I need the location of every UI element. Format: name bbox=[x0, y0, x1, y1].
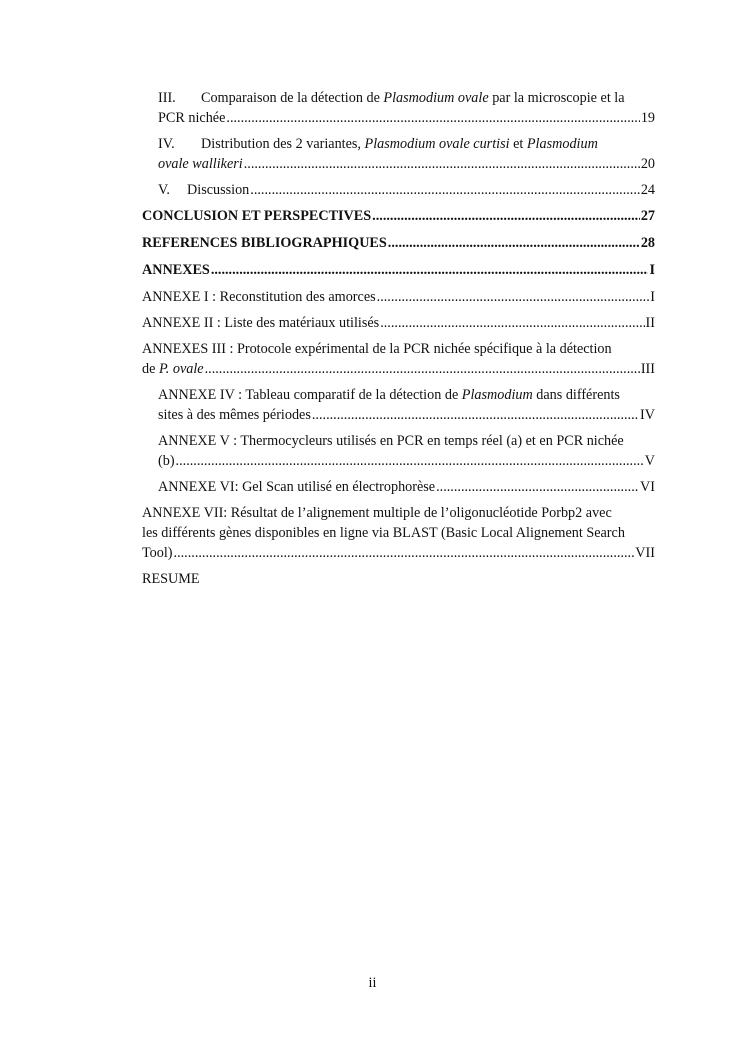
section-number: IV. bbox=[158, 136, 175, 152]
table-of-contents bbox=[142, 88, 655, 595]
toc-entry-line bbox=[142, 260, 655, 280]
dot-leader bbox=[250, 180, 640, 200]
entry-text: (b) bbox=[158, 453, 175, 469]
dot-leader bbox=[436, 477, 639, 497]
entry-text: ANNEXES III : Protocole expérimental de la PCR nichée spécifique à la détection bbox=[142, 341, 612, 357]
toc-entry-line bbox=[142, 359, 655, 379]
entry-text: ANNEXES bbox=[142, 262, 210, 278]
page-ref: V bbox=[644, 453, 655, 469]
page-ref: VI bbox=[640, 479, 655, 495]
toc-entry-annexe-iii[interactable] bbox=[142, 339, 655, 379]
toc-entry-annexe-iv[interactable] bbox=[158, 385, 655, 425]
entry-text: de bbox=[142, 361, 159, 377]
toc-entry-line bbox=[142, 206, 655, 226]
toc-entry-annexe-v[interactable] bbox=[158, 431, 655, 471]
toc-entry-annexe-vi[interactable] bbox=[158, 477, 655, 497]
toc-entry-line bbox=[142, 543, 655, 563]
toc-entry-v[interactable] bbox=[158, 180, 655, 200]
entry-text: CONCLUSION ET PERSPECTIVES bbox=[142, 208, 372, 224]
entry-text: ANNEXE V : Thermocycleurs utilisés en PCR en temps réel (a) et en PCR nichée bbox=[158, 433, 624, 449]
entry-text: REFERENCES BIBLIOGRAPHIQUES bbox=[142, 235, 387, 251]
toc-entry-iii[interactable] bbox=[158, 88, 655, 128]
toc-entry-line bbox=[158, 88, 655, 108]
page-ref: 24 bbox=[640, 182, 655, 198]
entry-text: PCR nichée bbox=[158, 110, 226, 126]
entry-text-italic: Plasmodium ovale bbox=[383, 90, 489, 106]
toc-entry-iv[interactable] bbox=[158, 134, 655, 174]
toc-entry-annexe-vii[interactable] bbox=[142, 503, 655, 563]
page-ref: 20 bbox=[640, 156, 655, 172]
entry-text: Tool) bbox=[142, 545, 173, 561]
entry-text: les différents gènes disponibles en ligne via BLAST (Basic Local Alignement Search bbox=[142, 525, 625, 541]
toc-entry-line bbox=[158, 451, 655, 471]
page-ref: 28 bbox=[640, 235, 655, 251]
entry-text: ANNEXE VII: Résultat de l’alignement multiple de l’oligonucléotide Porbp2 avec bbox=[142, 505, 612, 521]
toc-entry-references[interactable] bbox=[142, 233, 655, 253]
entry-text: Comparaison de la détection de bbox=[201, 90, 384, 106]
dot-leader bbox=[377, 287, 650, 307]
toc-entry-line bbox=[142, 313, 655, 333]
entry-text: dans différents bbox=[532, 387, 620, 403]
toc-entry-line bbox=[158, 108, 655, 128]
toc-entry-line bbox=[142, 233, 655, 253]
page-ref: 27 bbox=[640, 208, 655, 224]
page-ref: III bbox=[640, 361, 655, 377]
entry-text: par la microscopie et la bbox=[488, 90, 625, 106]
dot-leader bbox=[205, 359, 640, 379]
dot-leader bbox=[388, 233, 640, 253]
entry-text-italic: P. ovale bbox=[158, 361, 204, 377]
entry-text: ANNEXE VI: Gel Scan utilisé en électrophorèse bbox=[158, 479, 436, 495]
entry-text: ANNEXE IV : Tableau comparatif de la détection de bbox=[158, 387, 462, 403]
toc-entry-line bbox=[158, 180, 655, 200]
dot-leader bbox=[312, 405, 639, 425]
entry-text: et bbox=[509, 136, 527, 152]
toc-entry-line bbox=[158, 134, 655, 154]
section-number: V. bbox=[158, 182, 170, 198]
entry-text-italic: Plasmodium bbox=[526, 136, 598, 152]
dot-leader bbox=[380, 313, 644, 333]
toc-entry-line bbox=[158, 385, 655, 405]
entry-text: Distribution des 2 variantes, bbox=[201, 136, 365, 152]
toc-entry-resume[interactable] bbox=[142, 569, 655, 589]
section-number: III. bbox=[158, 90, 176, 106]
entry-text bbox=[142, 359, 204, 379]
page-ref: VII bbox=[635, 545, 655, 561]
toc-entry-annexes[interactable] bbox=[142, 260, 655, 280]
toc-entry-annexe-i[interactable] bbox=[142, 287, 655, 307]
toc-entry-line bbox=[142, 287, 655, 307]
entry-text: ANNEXE I : Reconstitution des amorces bbox=[142, 289, 376, 305]
page-ref: I bbox=[649, 262, 655, 278]
entry-text: sites à des mêmes périodes bbox=[158, 407, 311, 423]
toc-entry-annexe-ii[interactable] bbox=[142, 313, 655, 333]
entry-text: ANNEXE II : Liste des matériaux utilisés bbox=[142, 315, 380, 331]
entry-text-italic: ovale wallikeri bbox=[158, 156, 243, 172]
page-ref: II bbox=[645, 315, 655, 331]
page-ref: 19 bbox=[640, 110, 655, 126]
page-number: ii bbox=[368, 975, 377, 991]
entry-text-italic: Plasmodium bbox=[461, 387, 533, 403]
dot-leader bbox=[372, 206, 640, 226]
dot-leader bbox=[244, 154, 640, 174]
toc-entry-line bbox=[158, 154, 655, 174]
toc-entry-conclusion[interactable] bbox=[142, 206, 655, 226]
entry-text-italic: Plasmodium ovale curtisi bbox=[364, 136, 510, 152]
entry-text: RESUME bbox=[142, 571, 200, 587]
dot-leader bbox=[176, 451, 644, 471]
entry-text: Discussion bbox=[187, 182, 250, 198]
toc-entry-line bbox=[158, 405, 655, 425]
page-ref: IV bbox=[640, 407, 655, 423]
dot-leader bbox=[211, 260, 649, 280]
toc-entry-line bbox=[158, 477, 655, 497]
dot-leader bbox=[174, 543, 635, 563]
dot-leader bbox=[226, 108, 639, 128]
page-ref: I bbox=[650, 289, 655, 305]
